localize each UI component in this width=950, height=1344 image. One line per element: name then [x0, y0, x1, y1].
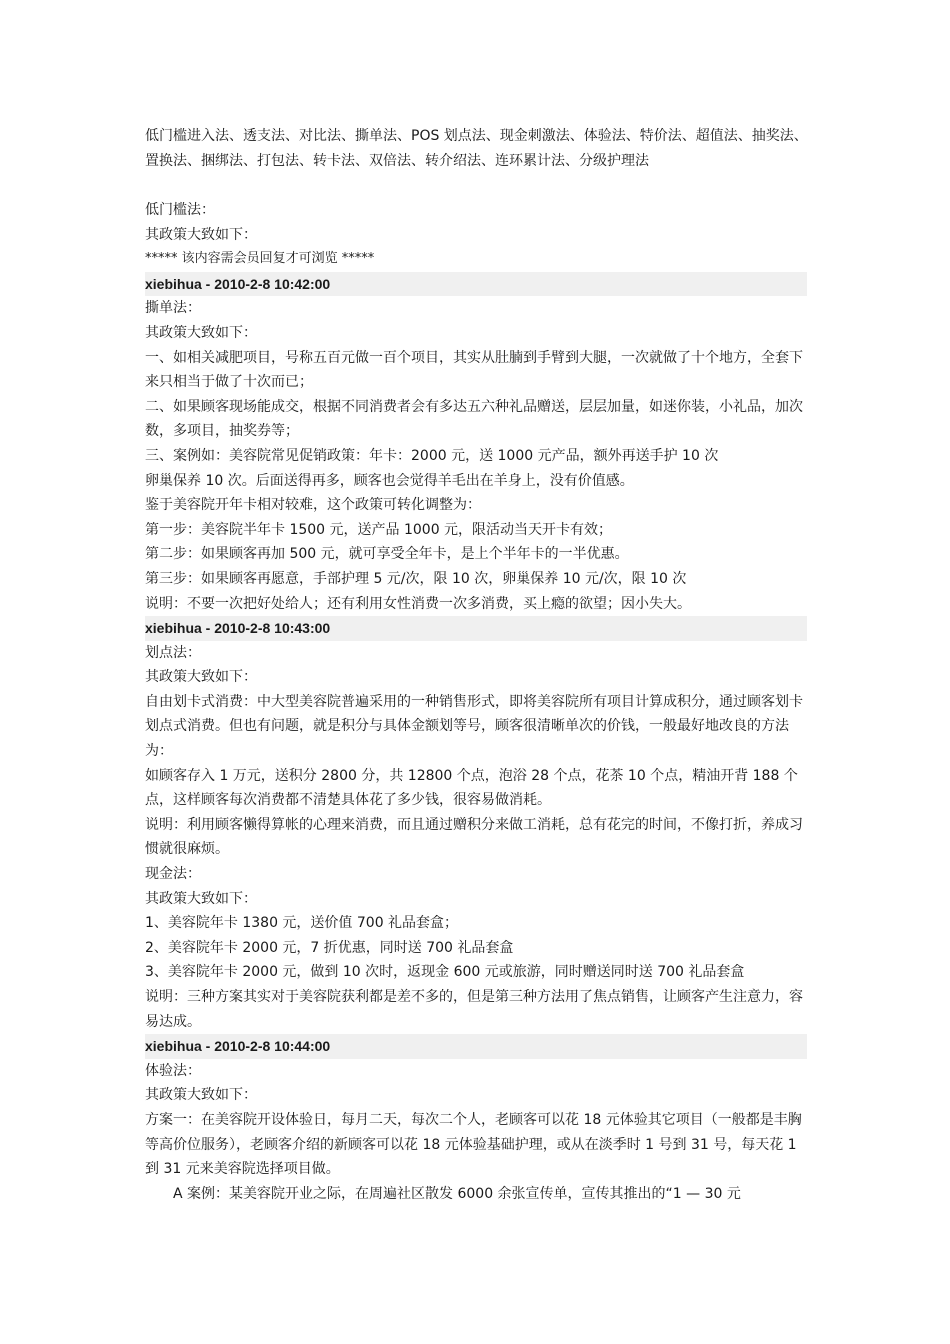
section-line: 其政策大致如下： [145, 669, 257, 686]
section-line: 一、如相关减肥项目，号称五百元做一百个项目，其实从肚腩到手臂到大腿，一次就做了十个地方，全套下来只相当于做了十次而已； [145, 349, 803, 391]
spacer [145, 174, 809, 198]
section-line: 低门槛法： [145, 202, 215, 218]
section-line: 划点法： [145, 644, 201, 661]
section-line: 方案一：在美容院开设体验日，每月二天，每次二个人，老顾客可以花 18 元体验其它项目（一般都是丰胸等高价位服务），老顾客介绍的新顾客可以花 18 元体验基础护理，或从在淡季时 1 号到 31 号，每天花 1 到 31 元来美容院选择项目做。 [145, 1111, 802, 1178]
section-line: 自由划卡式消费：中大型美容院普遍采用的一种销售形式，即将美容院所有项目计算成积分，通过顾客划卡划点式消费。但也有问题，就是积分与具体金额划等号，顾客很清晰单次的价钱，一般最好地改良的方法为： [145, 693, 803, 760]
section-line: 其政策大致如下： [145, 226, 257, 243]
intro-paragraph: 低门槛进入法、透支法、对比法、撕单法、POS 划点法、现金刺激法、体验法、特价法、超值法、抽奖法、置换法、捆绑法、打包法、转卡法、双倍法、转介绍法、连环累计法、分级护理法 [145, 128, 808, 169]
section-line: 第三步：如果顾客再愿意，手部护理 5 元/次，限 10 次，卵巢保养 10 元/次，限 10 次 [145, 570, 687, 587]
section-line: 卵巢保养 10 次。后面送得再多，顾客也会觉得羊毛出在羊身上，没有价值感。 [145, 472, 634, 489]
post-header: xiebihua - 2010-2-8 10:43:00 [145, 616, 807, 641]
section-line: 第一步：美容院半年卡 1500 元，送产品 1000 元，限活动当天开卡有效； [145, 521, 613, 538]
post-header: xiebihua - 2010-2-8 10:42:00 [145, 272, 807, 297]
section-line: 第二步：如果顾客再加 500 元，就可享受全年卡，是上个半年卡的一半优惠。 [145, 546, 629, 563]
section-line: 三、案例如：美容院常见促销政策：年卡：2000 元，送 1000 元产品，额外再送手护 10 次 [145, 447, 719, 464]
section-line: 体验法： [145, 1062, 201, 1079]
section-line: 说明：不要一次把好处给人；还有利用女性消费一次多消费，买上瘾的欲望；因小失大。 [145, 595, 691, 612]
section-line: 其政策大致如下： [145, 324, 257, 341]
section-line: 鉴于美容院开年卡相对较难，这个政策可转化调整为： [145, 497, 481, 514]
section-line: 二、如果顾客现场能成交，根据不同消费者会有多达五六种礼品赠送，层层加量，如迷你装，小礼品，加次数，多项目，抽奖券等； [145, 398, 803, 440]
section-line: 说明：利用顾客懒得算帐的心理来消费，而且通过赠积分来做工消耗，总有花完的时间，不像打折，养成习惯就很麻烦。 [145, 816, 803, 858]
section-line: 如顾客存入 1 万元，送积分 2800 分，共 12800 个点，泡浴 28 个点，花茶 10 个点，精油开背 188 个点，这样顾客每次消费都不清楚具体花了多少钱，很容易做消耗。 [145, 767, 798, 809]
section-line: A 案例：某美容院开业之际，在周遍社区散发 6000 余张宣传单，宣传其推出的“1 — 30 元 [173, 1185, 741, 1202]
section-line: 说明：三种方案其实对于美容院获利都是差不多的，但是第三种方法用了焦点销售，让顾客产生注意力，容易达成。 [145, 989, 803, 1030]
document-page [145, 124, 809, 1206]
members-only-notice: ***** 该内容需会员回复才可浏览 ***** [145, 251, 375, 267]
section-line: 现金法： [145, 866, 201, 883]
section-line: 3、美容院年卡 2000 元，做到 10 次时，返现金 600 元或旅游，同时赠送同时送 700 礼品套盒 [145, 964, 745, 981]
section-line: 其政策大致如下： [145, 890, 257, 907]
section-line: 2、美容院年卡 2000 元，7 折优惠，同时送 700 礼品套盒 [145, 939, 514, 956]
post-header: xiebihua - 2010-2-8 10:44:00 [145, 1034, 807, 1059]
section-line: 撕单法： [145, 300, 201, 317]
section-line: 1、美容院年卡 1380 元，送价值 700 礼品套盒； [145, 915, 459, 932]
section-line: 其政策大致如下： [145, 1087, 257, 1104]
